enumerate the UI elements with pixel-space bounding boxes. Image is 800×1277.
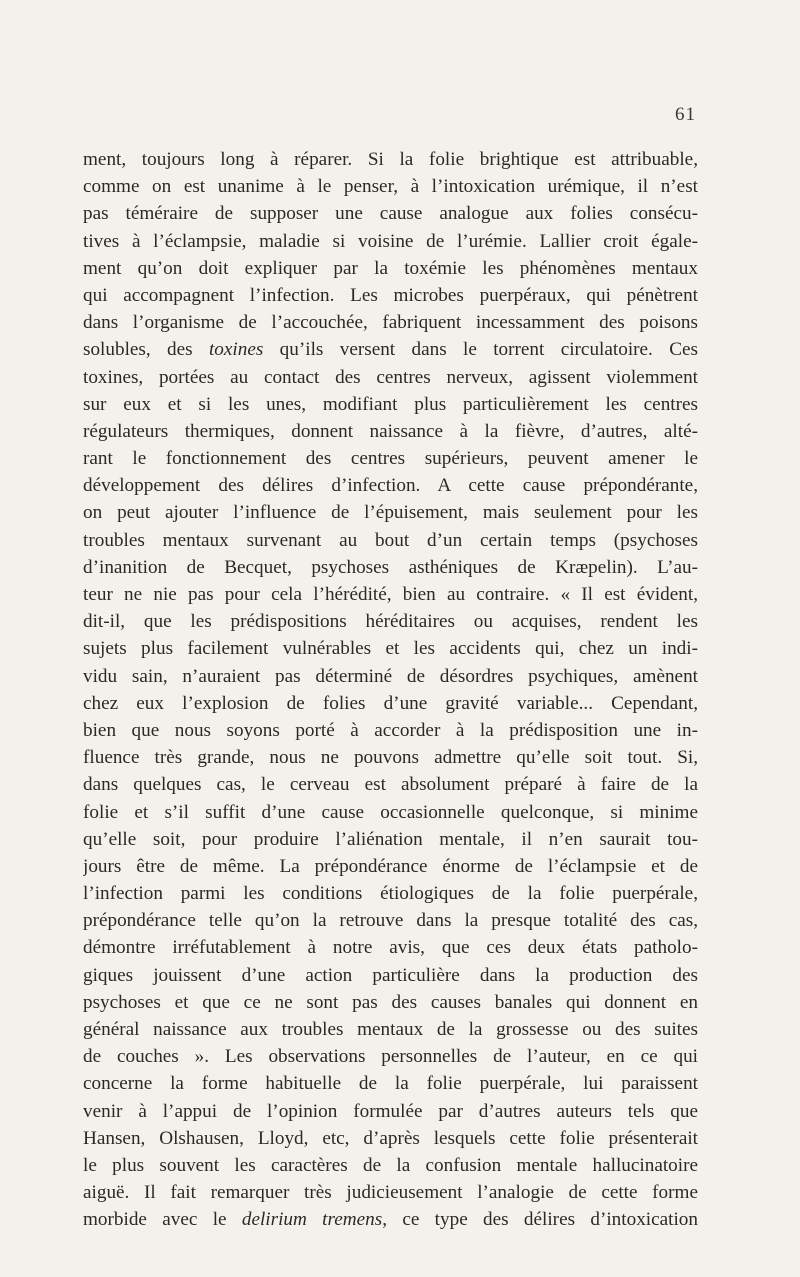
- italic-term: delirium tremens: [241, 1209, 383, 1231]
- text-line: [83, 200, 698, 227]
- text-segment: sujets plus facilement vulnérables et les accidents qui, chez un indi-: [83, 638, 698, 660]
- text-segment: sur eux et si les unes, modifiant plus particulièrement les centres: [83, 393, 698, 415]
- text-segment: comme on est unanime à le penser, à l’intoxication urémique, il n’est: [83, 176, 698, 198]
- text-segment: vidu sain, n’auraient pas déterminé de désordres psychiques, amènent: [83, 665, 698, 687]
- text-line: [83, 418, 698, 445]
- text-segment: d’inanition de Becquet, psychoses asthéniques de Kræpelin). L’au-: [83, 556, 698, 578]
- text-line: [83, 1043, 698, 1070]
- text-line: [83, 608, 698, 635]
- text-line: [83, 717, 698, 744]
- text-line: [83, 826, 698, 853]
- text-line: [83, 255, 698, 282]
- text-line: [83, 989, 698, 1016]
- text-segment: jours être de même. La prépondérance énorme de l’éclampsie et de: [83, 855, 698, 877]
- text-line: [83, 907, 698, 934]
- text-line: [83, 336, 698, 363]
- text-line: [83, 771, 698, 798]
- text-segment: rant le fonctionnement des centres supérieurs, peuvent amener le: [83, 448, 698, 470]
- text-line: [83, 934, 698, 961]
- text-line: [83, 663, 698, 690]
- text-line: [83, 282, 698, 309]
- body-text: [83, 146, 698, 1234]
- text-segment: dans l’organisme de l’accouchée, fabriquent incessamment des poisons: [83, 312, 698, 334]
- text-segment: ment qu’on doit expliquer par la toxémie les phénomènes mentaux: [83, 257, 698, 279]
- text-segment: venir à l’appui de l’opinion formulée par d’autres auteurs tels que: [83, 1100, 698, 1122]
- text-line: [83, 1125, 698, 1152]
- text-line: [83, 445, 698, 472]
- text-line: [83, 853, 698, 880]
- text-segment: Hansen, Olshausen, Lloyd, etc, d’après lesquels cette folie présenterait: [83, 1127, 698, 1149]
- text-segment: psychoses et que ce ne sont pas des causes banales qui donnent en: [83, 991, 698, 1013]
- text-line: [83, 690, 698, 717]
- text-segment: démontre irréfutablement à notre avis, que ces deux états patholo-: [83, 937, 698, 959]
- text-line: [83, 228, 698, 255]
- text-segment: on peut ajouter l’influence de l’épuisement, mais seulement pour les: [83, 502, 698, 524]
- text-line: [83, 1206, 698, 1233]
- text-segment: teur ne nie pas pour cela l’hérédité, bien au contraire. « Il est évident,: [83, 584, 698, 605]
- text-segment: , ce type des délires d’intoxication: [382, 1209, 698, 1231]
- text-segment: qui accompagnent l’infection. Les microbes puerpéraux, qui pénètrent: [83, 284, 698, 306]
- text-segment: aiguë. Il fait remarquer très judicieusement l’analogie de cette forme: [83, 1182, 698, 1204]
- text-line: [83, 799, 698, 826]
- text-segment: pas téméraire de supposer une cause analogue aux folies consécu-: [83, 203, 698, 225]
- text-segment: développement des délires d’infection. A cette cause prépondérante,: [83, 475, 698, 497]
- text-segment: concerne la forme habituelle de la folie puerpérale, lui paraissent: [83, 1073, 698, 1095]
- text-segment: dans quelques cas, le cerveau est absolument préparé à faire de la: [83, 774, 698, 796]
- text-line: [83, 173, 698, 200]
- text-line: [83, 554, 698, 581]
- page-number: 61: [675, 104, 696, 125]
- text-segment: dit-il, que les prédispositions héréditaires ou acquises, rendent les: [83, 611, 698, 633]
- text-line: [83, 391, 698, 418]
- text-line: [83, 364, 698, 391]
- text-segment: troubles mentaux survenant au bout d’un certain temps (psychoses: [83, 529, 698, 551]
- text-segment: tives à l’éclampsie, maladie si voisine de l’urémie. Lallier croit égale-: [83, 230, 698, 252]
- text-segment: prépondérance telle qu’on la retrouve dans la presque totalité des cas,: [83, 910, 698, 932]
- text-segment: giques jouissent d’une action particulière dans la production des: [83, 964, 698, 986]
- text-line: [83, 1179, 698, 1206]
- text-segment: folie et s’il suffit d’une cause occasionnelle quelconque, si minime: [83, 801, 698, 823]
- text-line: [83, 1098, 698, 1125]
- text-line: [83, 472, 698, 499]
- text-segment: qu’elle soit, pour produire l’aliénation mentale, il n’en saurait tou-: [83, 828, 698, 850]
- text-line: [83, 146, 698, 173]
- text-line: [83, 962, 698, 989]
- text-line: [83, 309, 698, 336]
- text-line: [83, 744, 698, 771]
- text-segment: solubles, des: [83, 339, 209, 361]
- text-line: [83, 635, 698, 662]
- text-segment: régulateurs thermiques, donnent naissance à la fièvre, d’autres, alté-: [83, 420, 698, 442]
- text-segment: fluence très grande, nous ne pouvons admettre qu’elle soit tout. Si,: [83, 747, 698, 769]
- text-line: [83, 1070, 698, 1097]
- text-segment: le plus souvent les caractères de la confusion mentale hallucinatoire: [83, 1154, 698, 1176]
- text-line: [83, 1152, 698, 1179]
- text-line: [83, 581, 698, 608]
- text-segment: bien que nous soyons porté à accorder à la prédisposition une in-: [83, 719, 698, 741]
- text-segment: qu’ils versent dans le torrent circulatoire. Ces: [263, 339, 698, 361]
- text-line: [83, 499, 698, 526]
- text-segment: morbide avec le: [83, 1209, 242, 1231]
- text-line: [83, 1016, 698, 1043]
- text-segment: de couches ». Les observations personnelles de l’auteur, en ce qui: [83, 1046, 698, 1068]
- text-segment: toxines, portées au contact des centres nerveux, agissent violemment: [83, 366, 698, 388]
- text-line: [83, 527, 698, 554]
- text-segment: général naissance aux troubles mentaux de la grossesse ou des suites: [83, 1019, 698, 1040]
- text-segment: ment, toujours long à réparer. Si la folie brightique est attribuable,: [83, 149, 698, 170]
- text-segment: l’infection parmi les conditions étiologiques de la folie puerpérale,: [83, 883, 698, 905]
- text-line: [83, 880, 698, 907]
- text-segment: chez eux l’explosion de folies d’une gravité variable... Cependant,: [83, 692, 698, 714]
- italic-term: toxines: [208, 339, 264, 361]
